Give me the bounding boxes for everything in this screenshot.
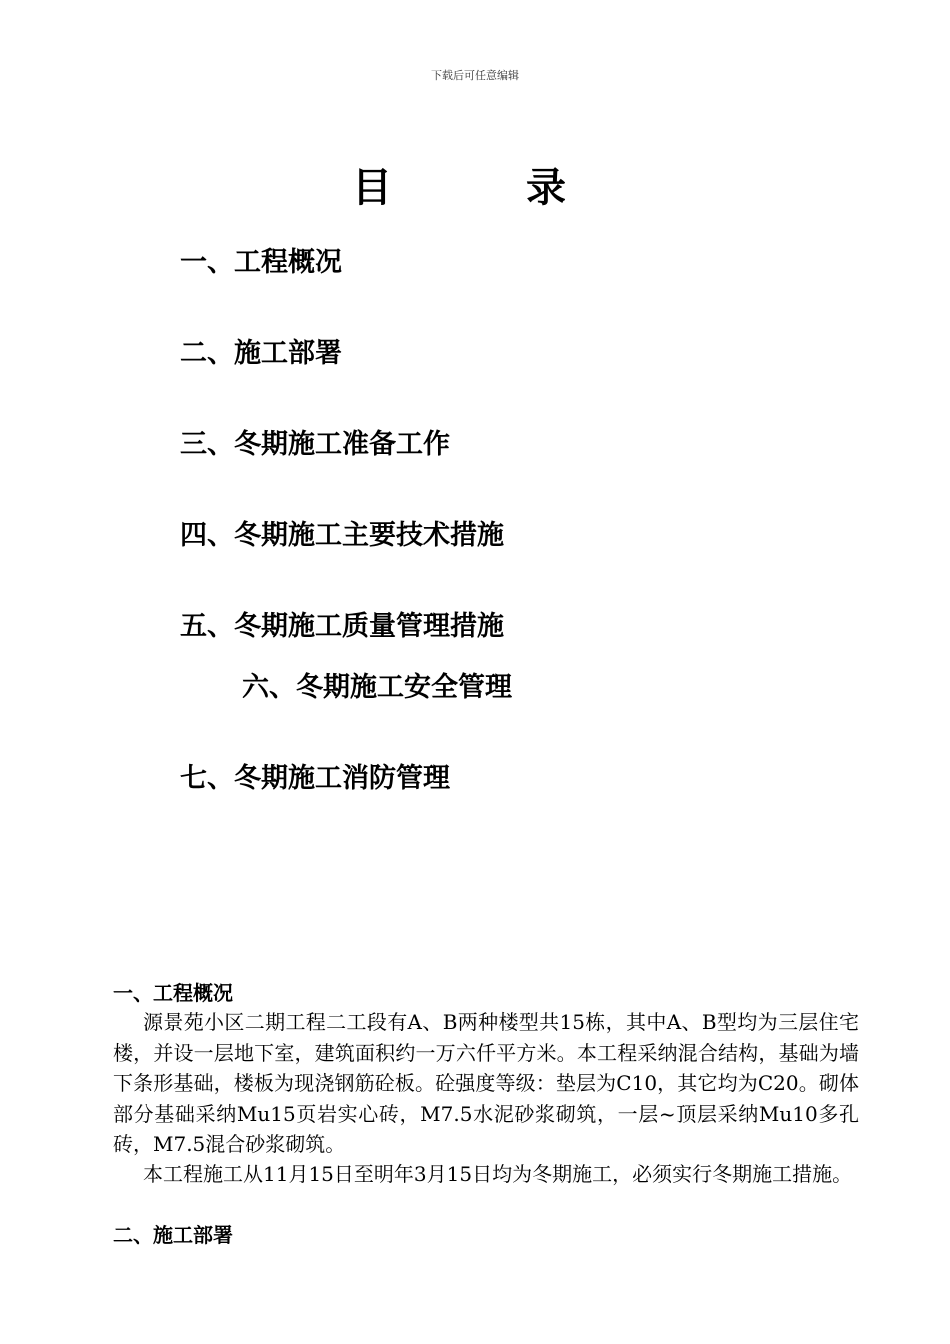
toc-item-6: 六、冬期施工安全管理 — [242, 672, 512, 703]
toc-title: 目 录 — [352, 164, 626, 211]
toc-item-5: 五、冬期施工质量管理措施 — [180, 611, 504, 642]
toc-item-1: 一、工程概况 — [180, 247, 342, 278]
section-heading-deployment: 二、施工部署 — [113, 1223, 233, 1247]
toc-item-4: 四、冬期施工主要技术措施 — [180, 520, 504, 551]
overview-paragraph-2: 本工程施工从11月15日至明年3月15日均为冬期施工，必须实行冬期施工措施。 — [143, 1162, 853, 1186]
toc-item-2: 二、施工部署 — [180, 338, 342, 369]
section-heading-overview: 一、工程概况 — [113, 981, 233, 1005]
header-note: 下载后可任意编辑 — [431, 69, 519, 82]
overview-paragraph-1: 源景苑小区二期工程二工段有A、B两种楼型共15栋，其中A、B型均为三层住宅楼，并设一层地下室，建筑面积约一万六仟平方米。本工程采纳混合结构，基础为墙下条形基础，楼板为现浇钢筋砼板。砼强度等级：垫层为C10，其它均为C20。砌体部分基础采纳Mu15页岩实心砖，M7.5水泥砂浆砌筑，一层~顶层采纳Mu10多孔砖，M7.5混合砂浆砌筑。 — [113, 1010, 859, 1156]
toc-item-3: 三、冬期施工准备工作 — [180, 429, 450, 460]
toc-item-7: 七、冬期施工消防管理 — [180, 763, 450, 794]
